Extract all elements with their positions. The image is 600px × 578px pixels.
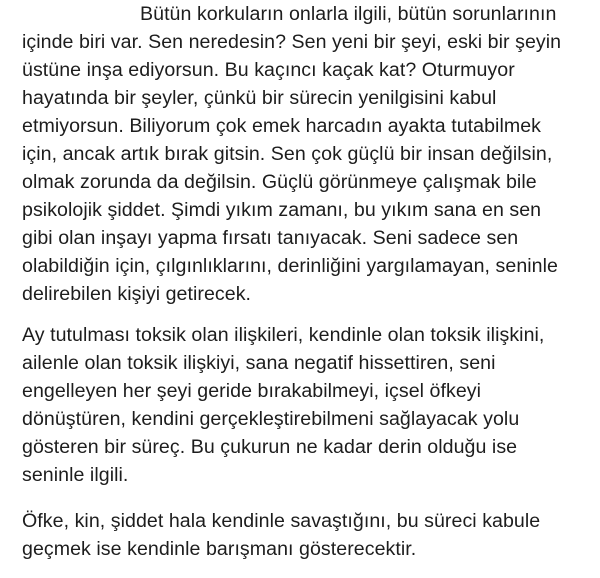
paragraph-2-line-5: gösteren bir süreç. Bu çukurun ne kadar derin olduğu ise [22, 436, 518, 458]
paragraph-1-line-7: olmak zorunda da değilsin. Güçlü görünmeye çalışmak bile [22, 171, 537, 193]
paragraph-2-line-4: dönüştüren, kendini gerçekleştirebilmeni sağlayacak yolu [22, 408, 520, 430]
paragraph-1-line-8: psikolojik şiddet. Şimdi yıkım zamanı, bu yıkım sana en sen [22, 199, 542, 221]
paragraph-1-line-1: Bütün korkuların onlarla ilgili, bütün sorunlarının [140, 3, 557, 25]
paragraph-1-line-6: için, ancak artık bırak gitsin. Sen çok güçlü bir insan değilsin, [22, 143, 553, 165]
paragraph-3-line-2: geçmek ise kendinle barışmanı gösterecektir. [22, 538, 417, 560]
paragraph-2-line-2: ailenle olan toksik ilişkiyi, sana negatif hissettiren, seni [22, 352, 496, 374]
paragraph-2-line-3: engelleyen her şeyi geride bırakabilmeyi, içsel öfkeyi [22, 380, 482, 402]
paragraph-1-line-10: olabildiğin için, çılgınlıklarını, derinliğini yargılamayan, seninle [22, 255, 558, 277]
paragraph-3-line-1: Öfke, kin, şiddet hala kendinle savaştığını, bu süreci kabule [22, 510, 541, 532]
paragraph-1-line-9: gibi olan inşayı yapma fırsatı tanıyacak. Seni sadece sen [22, 227, 519, 249]
paragraph-2-line-1: Ay tutulması toksik olan ilişkileri, kendinle olan toksik ilişkini, [22, 324, 545, 346]
paragraph-1-line-3: üstüne inşa ediyorsun. Bu kaçıncı kaçak kat? Oturmuyor [22, 59, 515, 81]
paragraph-1-line-2: içinde biri var. Sen neredesin? Sen yeni bir şeyi, eski bir şeyin [22, 31, 562, 53]
paragraph-1-line-11: delirebilen kişiyi getirecek. [22, 283, 252, 305]
paragraph-1-line-4: hayatında bir şeyler, çünkü bir sürecin yenilgisini kabul [22, 87, 497, 109]
paragraph-1-line-5: etmiyorsun. Biliyorum çok emek harcadın ayakta tutabilmek [22, 115, 542, 137]
paragraph-2-line-6: seninle ilgili. [22, 464, 129, 486]
